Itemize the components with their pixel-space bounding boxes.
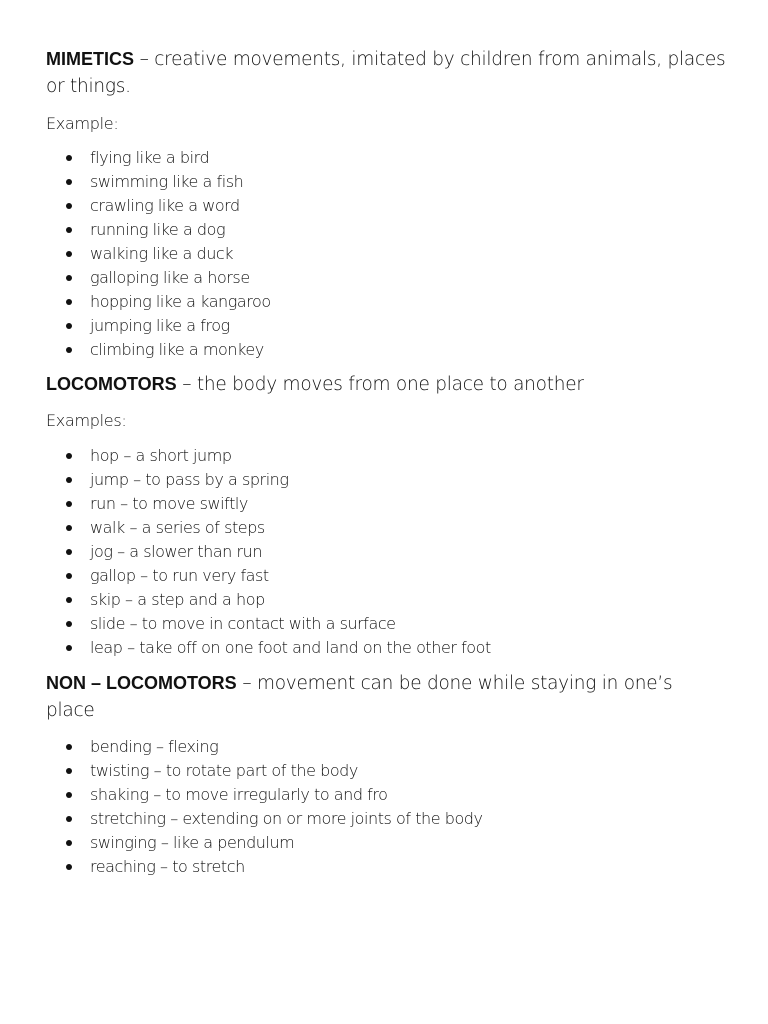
non-locomotors-description: – movement can be done while staying in one’s place bbox=[46, 673, 673, 721]
mimetics-term: MIMETICS bbox=[46, 49, 134, 69]
bullet-icon bbox=[66, 525, 72, 531]
non-locomotors-term: NON – LOCOMOTORS bbox=[46, 673, 237, 693]
list-item-text: climbing like a monkey bbox=[90, 340, 264, 359]
list-item bbox=[0, 612, 768, 636]
list-item bbox=[0, 338, 768, 362]
list-item-text: slide – to move in contact with a surface bbox=[90, 614, 396, 633]
list-item bbox=[0, 314, 768, 338]
bullet-icon bbox=[66, 155, 72, 161]
list-item bbox=[0, 146, 768, 170]
list-item-text: reaching – to stretch bbox=[90, 857, 245, 876]
bullet-icon bbox=[66, 621, 72, 627]
mimetics-list bbox=[0, 146, 768, 362]
bullet-icon bbox=[66, 347, 72, 353]
list-item-text: bending – flexing bbox=[90, 737, 219, 756]
mimetics-description: – creative movements, imitated by children from animals, places or things. bbox=[46, 49, 726, 97]
list-item-text: walking like a duck bbox=[90, 244, 234, 263]
list-item bbox=[0, 636, 768, 660]
list-item bbox=[0, 564, 768, 588]
bullet-icon bbox=[66, 251, 72, 257]
list-item-text: swinging – like a pendulum bbox=[90, 833, 295, 852]
list-item bbox=[0, 266, 768, 290]
list-item-text: skip – a step and a hop bbox=[90, 590, 265, 609]
bullet-icon bbox=[66, 549, 72, 555]
non-locomotors-list bbox=[0, 735, 768, 879]
list-item bbox=[0, 759, 768, 783]
list-item-text: galloping like a horse bbox=[90, 268, 250, 287]
list-item-text: leap – take off on one foot and land on the other foot bbox=[90, 638, 491, 657]
list-item bbox=[0, 290, 768, 314]
locomotors-examples-label: Examples: bbox=[46, 411, 127, 430]
list-item bbox=[0, 588, 768, 612]
bullet-icon bbox=[66, 840, 72, 846]
bullet-icon bbox=[66, 792, 72, 798]
list-item-text: running like a dog bbox=[90, 220, 226, 239]
list-item bbox=[0, 444, 768, 468]
bullet-icon bbox=[66, 203, 72, 209]
list-item bbox=[0, 218, 768, 242]
mimetics-example-label: Example: bbox=[46, 114, 119, 133]
list-item bbox=[0, 540, 768, 564]
locomotors-heading bbox=[46, 371, 726, 398]
non-locomotors-heading bbox=[46, 670, 726, 724]
bullet-icon bbox=[66, 816, 72, 822]
list-item-text: crawling like a word bbox=[90, 196, 240, 215]
list-item-text: walk – a series of steps bbox=[90, 518, 265, 537]
list-item bbox=[0, 194, 768, 218]
list-item-text: hop – a short jump bbox=[90, 446, 232, 465]
bullet-icon bbox=[66, 453, 72, 459]
bullet-icon bbox=[66, 477, 72, 483]
bullet-icon bbox=[66, 501, 72, 507]
bullet-icon bbox=[66, 275, 72, 281]
bullet-icon bbox=[66, 227, 72, 233]
locomotors-list bbox=[0, 444, 768, 660]
list-item-text: gallop – to run very fast bbox=[90, 566, 269, 585]
bullet-icon bbox=[66, 597, 72, 603]
bullet-icon bbox=[66, 744, 72, 750]
list-item bbox=[0, 783, 768, 807]
bullet-icon bbox=[66, 323, 72, 329]
list-item-text: jump – to pass by a spring bbox=[90, 470, 289, 489]
list-item-text: hopping like a kangaroo bbox=[90, 292, 271, 311]
bullet-icon bbox=[66, 864, 72, 870]
list-item-text: flying like a bird bbox=[90, 148, 210, 167]
list-item-text: run – to move swiftly bbox=[90, 494, 248, 513]
list-item-text: shaking – to move irregularly to and fro bbox=[90, 785, 388, 804]
bullet-icon bbox=[66, 573, 72, 579]
list-item bbox=[0, 807, 768, 831]
bullet-icon bbox=[66, 299, 72, 305]
list-item bbox=[0, 831, 768, 855]
list-item-text: jumping like a frog bbox=[90, 316, 230, 335]
list-item bbox=[0, 735, 768, 759]
list-item bbox=[0, 242, 768, 266]
list-item-text: stretching – extending on or more joints of the body bbox=[90, 809, 483, 828]
list-item-text: twisting – to rotate part of the body bbox=[90, 761, 358, 780]
list-item-text: jog – a slower than run bbox=[90, 542, 263, 561]
locomotors-description: – the body moves from one place to another bbox=[176, 374, 584, 395]
mimetics-heading bbox=[46, 46, 726, 100]
locomotors-term: LOCOMOTORS bbox=[46, 374, 177, 394]
bullet-icon bbox=[66, 645, 72, 651]
bullet-icon bbox=[66, 768, 72, 774]
list-item-text: swimming like a fish bbox=[90, 172, 244, 191]
list-item bbox=[0, 855, 768, 879]
bullet-icon bbox=[66, 179, 72, 185]
list-item bbox=[0, 468, 768, 492]
list-item bbox=[0, 170, 768, 194]
list-item bbox=[0, 492, 768, 516]
list-item bbox=[0, 516, 768, 540]
